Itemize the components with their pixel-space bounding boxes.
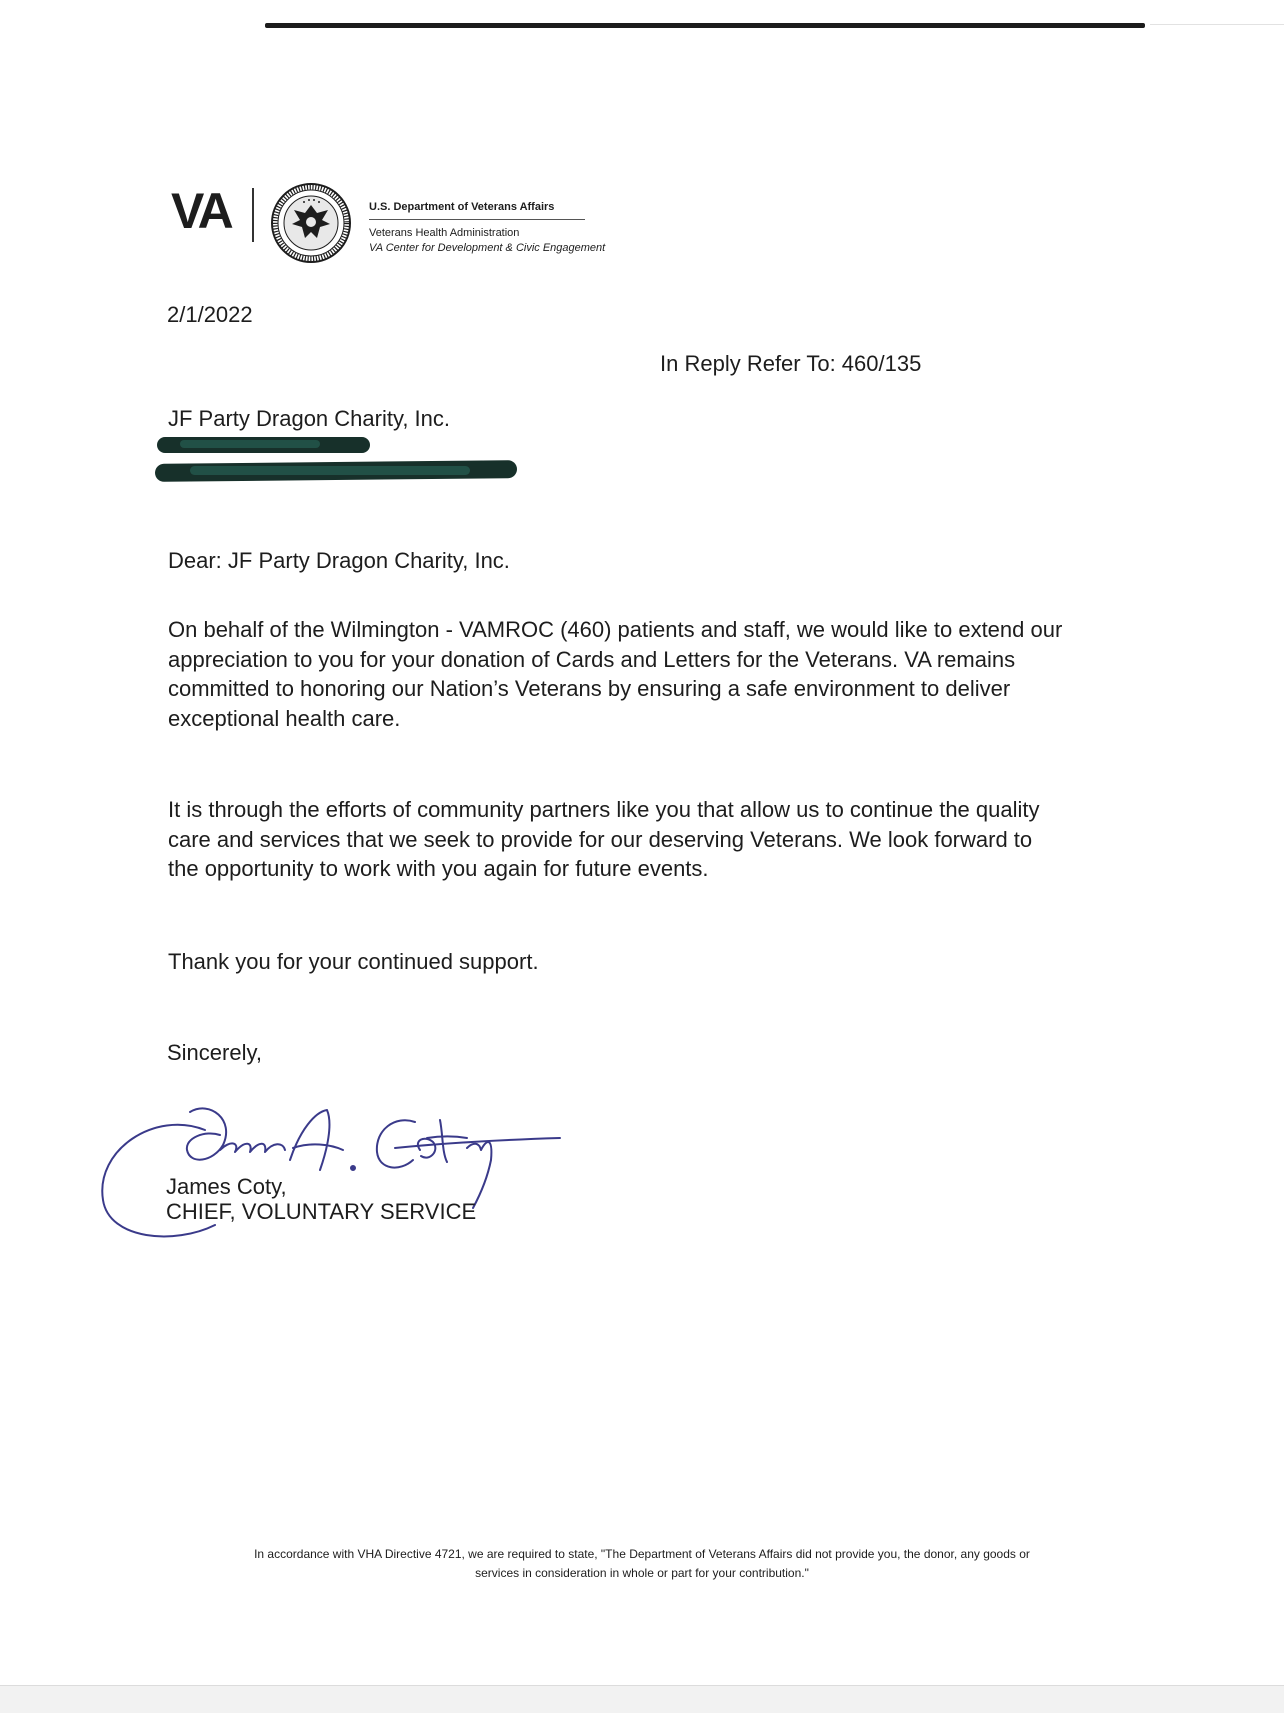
redaction-tint-2 (190, 466, 470, 475)
footer-disclaimer-line-2: services in consideration in whole or part for your contribution." (475, 1566, 809, 1580)
top-edge-rule (265, 23, 1145, 28)
signer-name: James Coty, (166, 1174, 287, 1199)
administration-name: Veterans Health Administration (369, 227, 520, 239)
va-seal-icon (270, 182, 352, 264)
department-name: U.S. Department of Veterans Affairs (369, 201, 555, 213)
va-logo: VA (171, 183, 231, 239)
salutation: Dear: JF Party Dragon Charity, Inc. (168, 548, 510, 573)
closing: Sincerely, (167, 1040, 262, 1065)
body-paragraph-1: On behalf of the Wilmington - VAMROC (460) patients and staff, we would like to extend our appreciation to you for your donation of Cards and Letters for the Veterans. VA remains committed to honoring our Nation’s Veterans by ensuring a safe environment to deliver exceptional health care. (168, 617, 1063, 731)
reply-reference: In Reply Refer To: 460/135 (660, 351, 922, 376)
letterhead-divider (252, 188, 254, 242)
top-edge-faint-rule (1150, 24, 1284, 25)
signer-title: CHIEF, VOLUNTARY SERVICE (166, 1199, 477, 1224)
recipient-name: JF Party Dragon Charity, Inc. (168, 406, 451, 431)
department-rule (369, 219, 585, 220)
bottom-edge-band (0, 1685, 1284, 1713)
letter-date: 2/1/2022 (167, 302, 253, 327)
thanks-line: Thank you for your continued support. (168, 949, 539, 974)
footer-disclaimer (150, 1545, 1134, 1583)
redaction-tint-1 (180, 440, 320, 448)
footer-disclaimer-line-1: In accordance with VHA Directive 4721, we are required to state, "The Department of Veterans Affairs did not provide you, the donor, any goods or (254, 1547, 1030, 1561)
center-name: VA Center for Development & Civic Engagement (369, 242, 606, 254)
body-paragraph-2: It is through the efforts of community partners like you that allow us to continue the quality care and services that we seek to provide for our deserving Veterans. We look forward to the opportunity to work with you again for future events. (168, 797, 1040, 881)
